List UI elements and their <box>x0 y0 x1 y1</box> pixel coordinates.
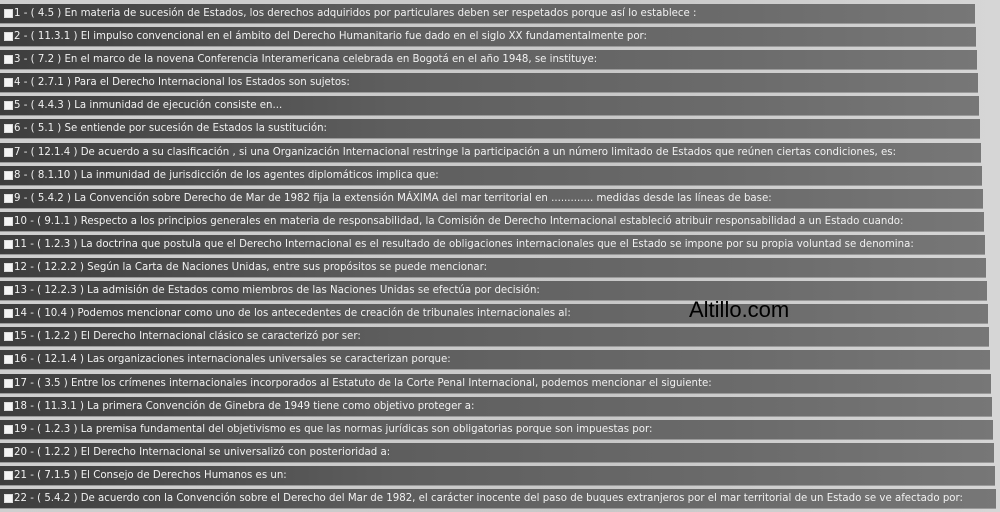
question-checkbox[interactable] <box>4 101 13 110</box>
question-label: 13 - ( 12.2.3 ) La admisión de Estados como miembros de las Naciones Unidas se efectúa por decisión: <box>14 285 540 297</box>
question-row[interactable] <box>0 466 995 486</box>
question-label: 15 - ( 1.2.2 ) El Derecho Internacional clásico se caracterizó por ser: <box>14 331 361 343</box>
question-row[interactable] <box>0 189 983 209</box>
question-label: 3 - ( 7.2 ) En el marco de la novena Conferencia Interamericana celebrada en Bogotá en el año 1948, se instituye: <box>14 54 598 66</box>
question-row[interactable] <box>0 96 979 116</box>
question-row[interactable] <box>0 327 989 347</box>
question-label: 7 - ( 12.1.4 ) De acuerdo a su clasificación , si una Organización Internacional restringe la participación a un número limitado de Estados que reúnen ciertas condiciones, es: <box>14 146 897 158</box>
question-row[interactable] <box>0 4 975 24</box>
question-row[interactable] <box>0 212 984 232</box>
question-checkbox[interactable] <box>4 494 13 503</box>
question-checkbox[interactable] <box>4 9 13 18</box>
question-checkbox[interactable] <box>4 55 13 64</box>
question-label: 10 - ( 9.1.1 ) Respecto a los principios generales en materia de responsabilidad, la Comisión de Derecho Internacional estableció atribuir responsabilidad a un Estado cuando: <box>14 215 904 227</box>
question-row[interactable] <box>0 304 988 324</box>
question-row[interactable] <box>0 73 978 93</box>
question-row[interactable] <box>0 50 977 70</box>
question-label: 6 - ( 5.1 ) Se entiende por sucesión de Estados la sustitución: <box>14 123 327 135</box>
watermark: Altillo.com <box>689 297 790 322</box>
question-label: 20 - ( 1.2.2 ) El Derecho Internacional se universalizó con posterioridad a: <box>14 446 391 458</box>
question-label: 17 - ( 3.5 ) Entre los crímenes internacionales incorporados al Estatuto de la Corte Penal Internacional, podemos mencionar el siguiente: <box>14 377 712 389</box>
question-checkbox[interactable] <box>4 471 13 480</box>
question-row[interactable] <box>0 374 991 394</box>
question-label: 19 - ( 1.2.3 ) La premisa fundamental del objetivismo es que las normas jurídicas son obligatorias porque son impuestas por: <box>14 423 653 435</box>
question-label: 16 - ( 12.1.4 ) Las organizaciones internacionales universales se caracterizan porque: <box>14 354 451 366</box>
question-label: 18 - ( 11.3.1 ) La primera Convención de Ginebra de 1949 tiene como objetivo proteger a: <box>14 400 475 412</box>
question-label: 1 - ( 4.5 ) En materia de sucesión de Estados, los derechos adquiridos por particulares deben ser respetados porque así lo establece : <box>14 8 697 19</box>
question-label: 22 - ( 5.4.2 ) De acuerdo con la Convención sobre el Derecho del Mar de 1982, el carácter inocente del paso de buques extranjeros por el mar territorial de un Estado se ve afectado por: <box>14 492 963 504</box>
question-checkbox[interactable] <box>4 286 13 295</box>
question-row[interactable] <box>0 258 986 278</box>
question-checkbox[interactable] <box>4 32 13 41</box>
question-checkbox[interactable] <box>4 448 13 457</box>
question-row[interactable] <box>0 119 980 139</box>
question-label: 8 - ( 8.1.10 ) La inmunidad de jurisdicción de los agentes diplomáticos implica que: <box>14 169 439 181</box>
question-checkbox[interactable] <box>4 379 13 388</box>
question-label: 5 - ( 4.4.3 ) La inmunidad de ejecución consiste en... <box>14 100 283 112</box>
question-checkbox[interactable] <box>4 355 13 364</box>
question-checkbox[interactable] <box>4 148 13 157</box>
question-checkbox[interactable] <box>4 78 13 87</box>
question-row[interactable] <box>0 166 982 186</box>
question-checkbox[interactable] <box>4 263 13 272</box>
question-checkbox[interactable] <box>4 309 13 318</box>
question-checkbox[interactable] <box>4 171 13 180</box>
question-row[interactable] <box>0 489 996 509</box>
question-checkbox[interactable] <box>4 217 13 226</box>
question-checkbox[interactable] <box>4 402 13 411</box>
question-checkbox[interactable] <box>4 425 13 434</box>
question-row[interactable] <box>0 443 994 463</box>
question-label: 9 - ( 5.4.2 ) La Convención sobre Derecho de Mar de 1982 fija la extensión MÁXIMA del mar territorial en ............. medidas desde las líneas de base: <box>14 192 772 204</box>
question-list <box>0 4 1000 512</box>
question-checkbox[interactable] <box>4 240 13 249</box>
question-row[interactable] <box>0 27 976 47</box>
question-checkbox[interactable] <box>4 332 13 341</box>
question-label: 11 - ( 1.2.3 ) La doctrina que postula que el Derecho Internacional es el resultado de obligaciones internacionales que el Estado se impone por su propia voluntad se denomina: <box>14 238 914 250</box>
question-checkbox[interactable] <box>4 124 13 133</box>
question-label: 14 - ( 10.4 ) Podemos mencionar como uno de los antecedentes de creación de tribunales internacionales al: <box>14 308 571 320</box>
question-row[interactable] <box>0 350 990 370</box>
question-label: 2 - ( 11.3.1 ) El impulso convencional en el ámbito del Derecho Humanitario fue dado en el siglo XX fundamentalmente por: <box>14 31 647 43</box>
question-row[interactable] <box>0 235 985 255</box>
question-label: 12 - ( 12.2.2 ) Según la Carta de Naciones Unidas, entre sus propósitos se puede mencionar: <box>14 262 488 274</box>
question-row[interactable] <box>0 420 993 440</box>
question-row[interactable] <box>0 397 992 417</box>
question-label: 4 - ( 2.7.1 ) Para el Derecho Internacional los Estados son sujetos: <box>14 77 350 89</box>
question-row[interactable] <box>0 281 987 301</box>
question-checkbox[interactable] <box>4 194 13 203</box>
question-row[interactable] <box>0 143 981 163</box>
question-label: 21 - ( 7.1.5 ) El Consejo de Derechos Humanos es un: <box>14 469 287 481</box>
